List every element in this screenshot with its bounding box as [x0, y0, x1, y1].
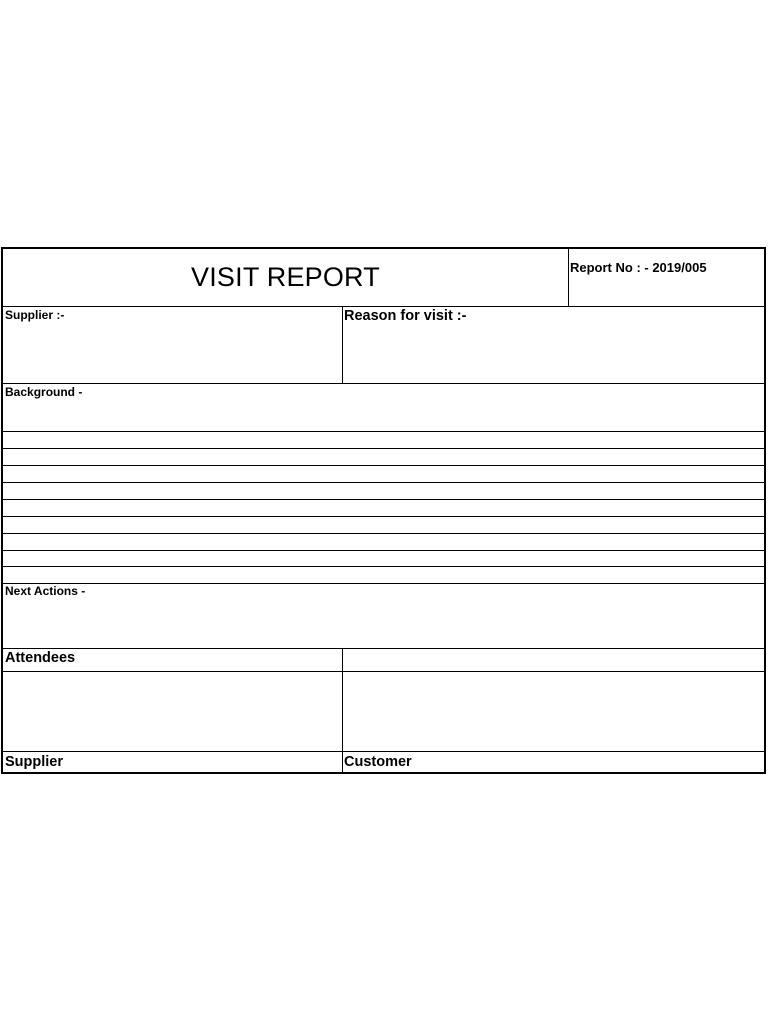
supplier-field-label: Supplier :-: [5, 308, 65, 322]
writing-line: [3, 583, 764, 584]
attendees-heading-rule: [3, 671, 764, 672]
visit-report-form: [1, 247, 766, 774]
report-number: Report No : - 2019/005: [570, 260, 707, 275]
writing-line: [3, 516, 764, 517]
report-title: VISIT REPORT: [191, 262, 380, 292]
supplier-reason-divider: [342, 306, 343, 383]
writing-line: [3, 448, 764, 449]
header-bottom-rule: [3, 306, 764, 307]
attendees-heading: Attendees: [5, 650, 76, 666]
writing-line: [3, 482, 764, 483]
attendees-divider: [342, 648, 343, 774]
next-actions-bottom-rule: [3, 648, 764, 649]
attendees-customer-label: Customer: [344, 754, 412, 770]
writing-line: [3, 566, 764, 567]
writing-line: [3, 550, 764, 551]
reason-for-visit-label: Reason for visit :-: [344, 308, 467, 324]
attendees-footer-rule: [3, 751, 764, 752]
attendees-supplier-label: Supplier: [5, 754, 64, 770]
header-divider: [568, 249, 569, 306]
supplier-row-bottom-rule: [3, 383, 764, 384]
writing-line: [3, 499, 764, 500]
writing-line: [3, 533, 764, 534]
background-rule: [3, 431, 764, 432]
writing-line: [3, 465, 764, 466]
next-actions-label: Next Actions -: [5, 584, 86, 598]
background-label: Background -: [5, 385, 83, 399]
